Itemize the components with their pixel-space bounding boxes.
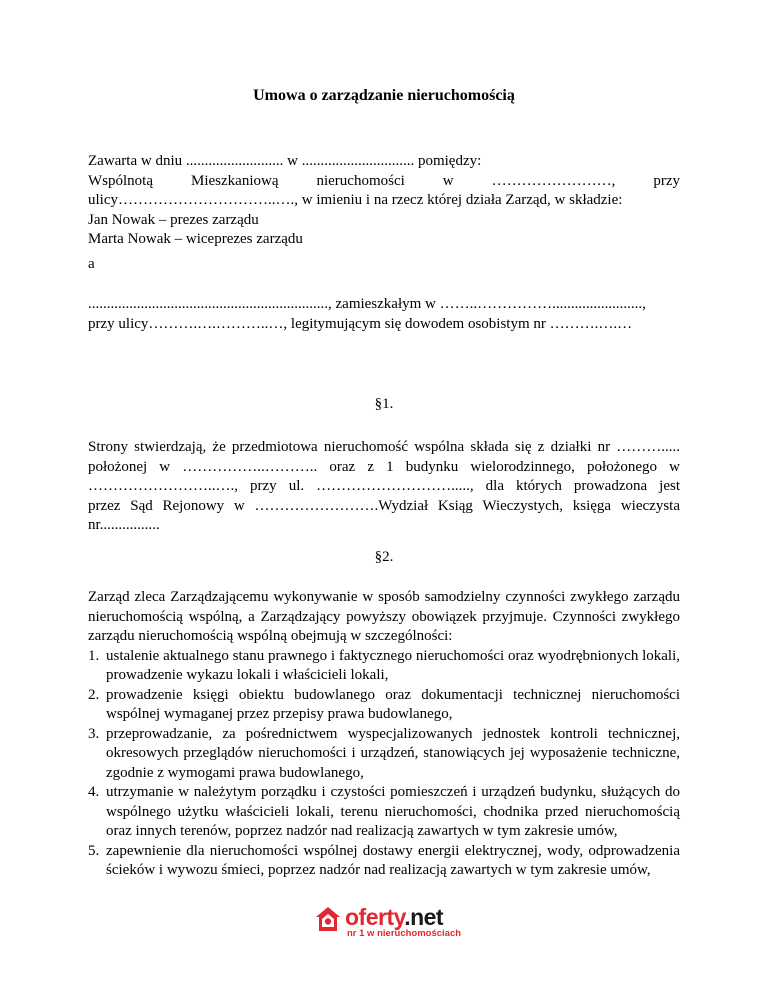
- intro-line: Marta Nowak – wiceprezes zarządu: [88, 231, 303, 247]
- party-b-line: przy ulicy……….….………..…, legitymującym się dowodem osobistym nr ……….….…: [88, 315, 633, 332]
- s1-line: nr................: [88, 517, 160, 533]
- logo-tagline: nr 1 w nieruchomościach: [347, 928, 462, 939]
- s1-line: ……………………..…., przy ul. ………………………....., dla których prowadzona jest: [88, 478, 680, 494]
- s1-line: Strony stwierdzają, że przedmiotowa nieruchomość wspólna składa się z działki nr ……….....: [88, 439, 680, 455]
- intro-line: Jan Nowak – prezes zarządu: [88, 211, 259, 228]
- section-1-body: [88, 438, 680, 536]
- house-icon: [315, 906, 341, 937]
- list-item: 5. zapewnienie dla nieruchomości wspólnej dostawy energii elektrycznej, wody, odprowadzenia ścieków i wywozu śmieci, poprzez nadzór nad realizacją zawartych w tym zakresie umów,: [88, 842, 680, 878]
- section-2-heading: §2.: [374, 549, 394, 565]
- section-2-body: [88, 588, 680, 881]
- list-item: 2. prowadzenie księgi obiektu budowlanego oraz dokumentacji technicznej nieruchomości wspólnej wymaganej przez przepisy prawa budowlanego,: [88, 686, 680, 722]
- section-1-heading: §1.: [374, 396, 394, 412]
- intro-line: Zawarta w dniu .......................... w .............................. pomiędzy:: [88, 153, 482, 169]
- list-item: 3. przeprowadzanie, za pośrednictwem wyspecjalizowanych jednostek kontroli technicznej, okresowych przeglądów nieruchomości i urządzeń, stanowiących jej wyposażenie techniczne, zgodnie z wymogami prawa budowlanego,: [88, 725, 680, 781]
- s2-intro: Zarząd zleca Zarządzającemu wykonywanie w sposób samodzielny czynności zwykłego zarządu nieruchomością wspólną, a Zarządzający powyższy obowiązek przyjmuje. Czynności zwykłego zarządu nieruchomością wspólną obejmują w szczególności:: [88, 589, 680, 644]
- party-b-line: ................................................................, zamieszkałym w ……..……………........................,: [88, 296, 646, 312]
- intro-line: ulicy…………………………..…., w imieniu i na rzecz której działa Zarząd, w składzie:: [88, 192, 623, 208]
- party-b-details: [88, 295, 680, 334]
- party-separator: a: [88, 256, 95, 272]
- intro-block: [88, 152, 680, 250]
- list-item: 4. utrzymanie w należytym porządku i czystości pomieszczeń i urządzeń budynku, służących do wspólnego użytku właścicieli lokali, terenu nieruchomości, chodnika przed nieruchomością oraz innych terenów, poprzez nadzór nad realizacją zawartych w tym zakresie umów,: [88, 784, 680, 839]
- list-item: 1. ustalenie aktualnego stanu prawnego i faktycznego nieruchomości oraz wyodrębnionych lokali, prowadzenie wykazu lokali i właścicieli lokali,: [88, 647, 680, 683]
- party-b-block: [88, 255, 680, 275]
- s1-line: położonej w ……………..……….. oraz z 1 budynku wielorodzinnego, położonego w: [88, 458, 680, 475]
- s1-line: przez Sąd Rejonowy w …………………….Wydział Ksiąg Wieczystych, księga wieczysta: [88, 497, 680, 514]
- document-title: Umowa o zarządzanie nieruchomością: [253, 87, 515, 104]
- logo-brand: oferty.net: [345, 904, 444, 930]
- intro-line: Wspólnotą Mieszkaniową nieruchomości w ……………………, przy: [88, 172, 681, 189]
- s2-list: [88, 647, 680, 881]
